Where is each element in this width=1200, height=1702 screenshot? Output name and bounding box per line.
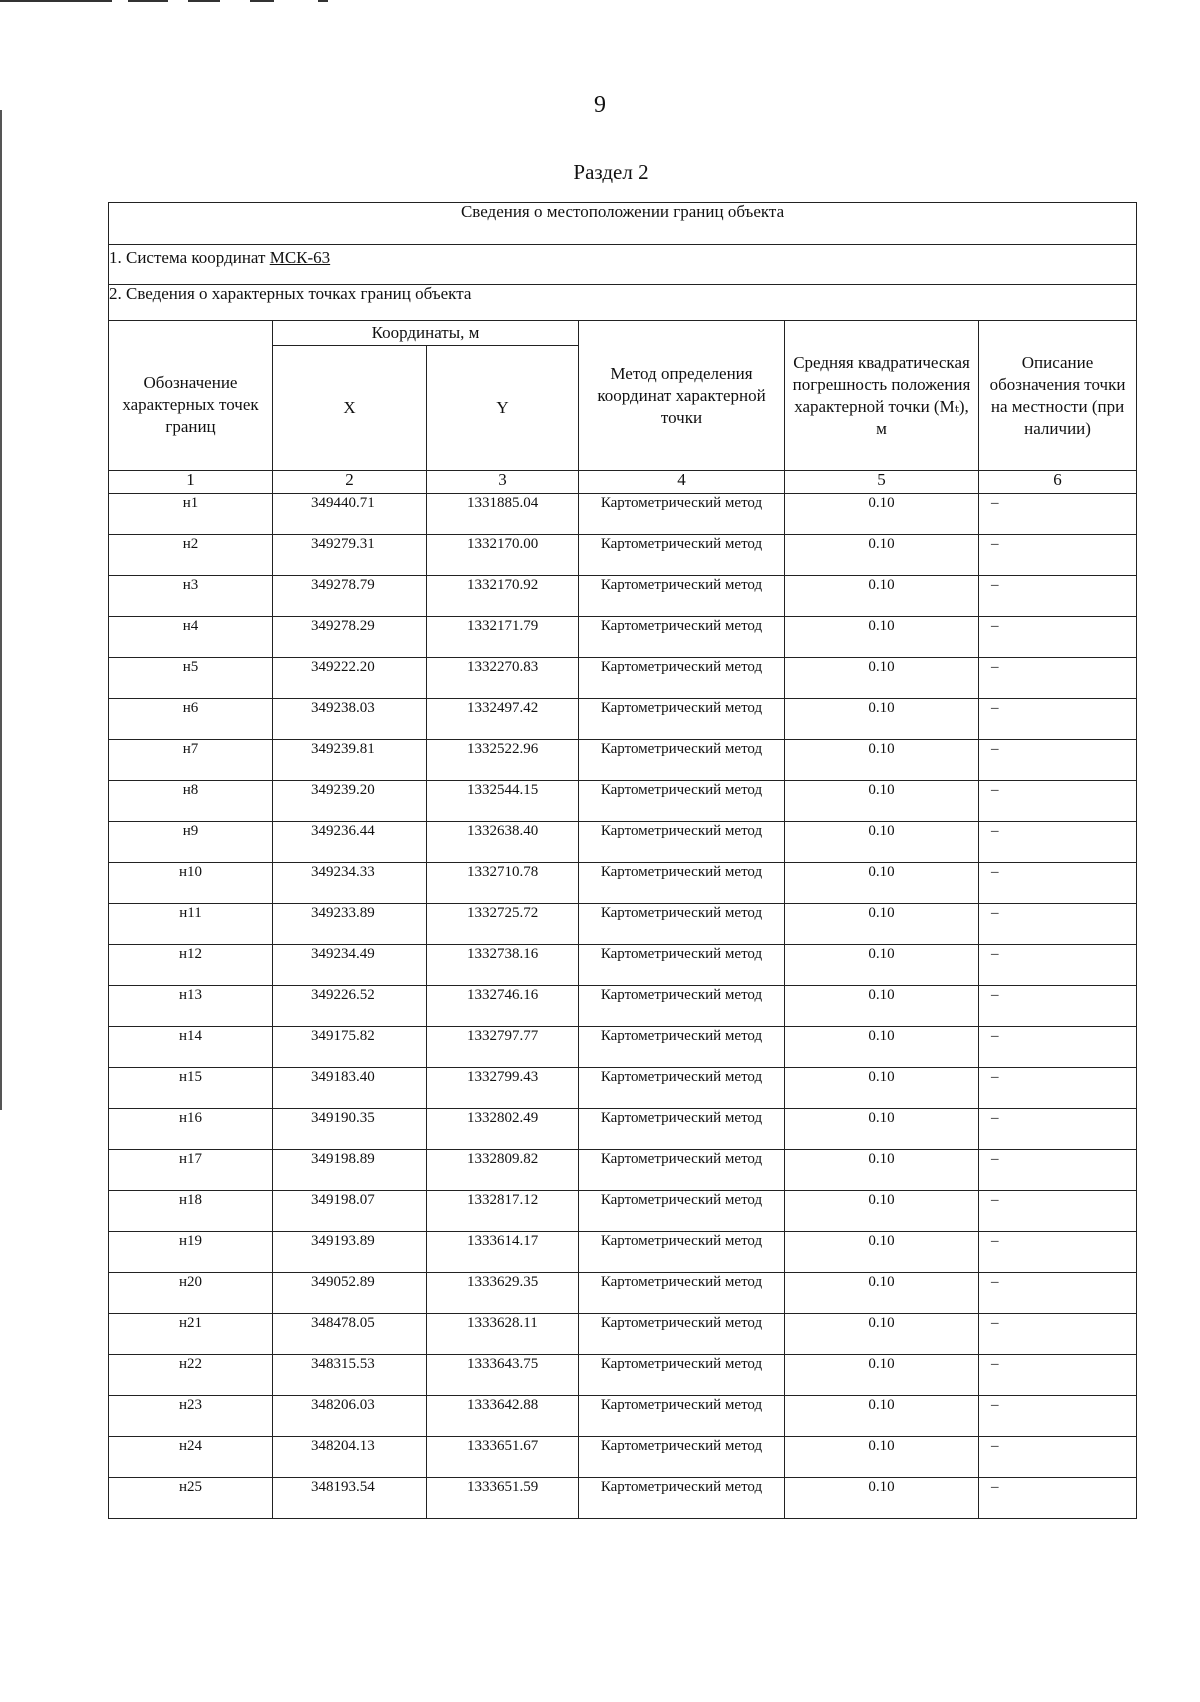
- cell-point: н6: [109, 699, 273, 740]
- cell-description: –: [979, 1191, 1137, 1232]
- table-row: [109, 1396, 1137, 1437]
- cell-error: 0.10: [785, 1355, 979, 1396]
- cell-error: 0.10: [785, 1150, 979, 1191]
- cell-description: –: [979, 494, 1137, 535]
- cell-error: 0.10: [785, 1232, 979, 1273]
- cell-point: н23: [109, 1396, 273, 1437]
- table-row: [109, 1150, 1137, 1191]
- cell-method: Картометрический метод: [579, 1150, 785, 1191]
- cell-method: Картометрический метод: [579, 1191, 785, 1232]
- table-row: [109, 986, 1137, 1027]
- cell-point: н8: [109, 781, 273, 822]
- cell-x: 349238.03: [273, 699, 427, 740]
- cell-point: н17: [109, 1150, 273, 1191]
- cell-description: –: [979, 1478, 1137, 1519]
- cell-error: 0.10: [785, 699, 979, 740]
- cell-error: 0.10: [785, 945, 979, 986]
- cell-method: Картометрический метод: [579, 1027, 785, 1068]
- cell-error: 0.10: [785, 1437, 979, 1478]
- cell-method: Картометрический метод: [579, 822, 785, 863]
- cell-y: 1333651.59: [427, 1478, 579, 1519]
- cell-y: 1332522.96: [427, 740, 579, 781]
- table-row: [109, 1273, 1137, 1314]
- table-row: [109, 1478, 1137, 1519]
- column-number-row: [109, 471, 1137, 494]
- cell-description: –: [979, 535, 1137, 576]
- cell-y: 1332802.49: [427, 1109, 579, 1150]
- cell-y: 1332270.83: [427, 658, 579, 699]
- table-row: [109, 945, 1137, 986]
- column-number: 3: [427, 471, 579, 494]
- cell-y: 1332725.72: [427, 904, 579, 945]
- cell-error: 0.10: [785, 1191, 979, 1232]
- cell-method: Картометрический метод: [579, 863, 785, 904]
- table-row: [109, 1314, 1137, 1355]
- cell-point: н20: [109, 1273, 273, 1314]
- cell-x: 349236.44: [273, 822, 427, 863]
- cell-method: Картометрический метод: [579, 1478, 785, 1519]
- cell-method: Картометрический метод: [579, 1068, 785, 1109]
- cell-method: Картометрический метод: [579, 1437, 785, 1478]
- cell-x: 349198.89: [273, 1150, 427, 1191]
- cell-y: 1332170.00: [427, 535, 579, 576]
- cell-y: 1332638.40: [427, 822, 579, 863]
- cell-y: 1332544.15: [427, 781, 579, 822]
- cell-point: н3: [109, 576, 273, 617]
- cell-x: 349279.31: [273, 535, 427, 576]
- table-row: [109, 781, 1137, 822]
- table-row: [109, 1191, 1137, 1232]
- table-row: [109, 658, 1137, 699]
- column-number: 1: [109, 471, 273, 494]
- cell-y: 1332171.79: [427, 617, 579, 658]
- cell-point: н14: [109, 1027, 273, 1068]
- cell-y: 1333628.11: [427, 1314, 579, 1355]
- cell-description: –: [979, 740, 1137, 781]
- cell-x: 349278.29: [273, 617, 427, 658]
- cell-method: Картометрический метод: [579, 576, 785, 617]
- cell-method: Картометрический метод: [579, 617, 785, 658]
- cell-point: н4: [109, 617, 273, 658]
- boundary-points-table: [108, 202, 1137, 1519]
- cell-error: 0.10: [785, 658, 979, 699]
- cell-description: –: [979, 617, 1137, 658]
- cell-method: Картометрический метод: [579, 658, 785, 699]
- cell-x: 349052.89: [273, 1273, 427, 1314]
- cell-description: –: [979, 1437, 1137, 1478]
- cell-method: Картометрический метод: [579, 1273, 785, 1314]
- cell-description: –: [979, 1027, 1137, 1068]
- cell-description: –: [979, 1109, 1137, 1150]
- cell-y: 1332497.42: [427, 699, 579, 740]
- cell-y: 1333642.88: [427, 1396, 579, 1437]
- column-number: 2: [273, 471, 427, 494]
- cell-method: Картометрический метод: [579, 699, 785, 740]
- points-caption: 2. Сведения о характерных точках границ объекта: [109, 285, 1137, 321]
- cell-error: 0.10: [785, 740, 979, 781]
- cell-y: 1332746.16: [427, 986, 579, 1027]
- cell-x: 349190.35: [273, 1109, 427, 1150]
- cell-error: 0.10: [785, 617, 979, 658]
- cell-description: –: [979, 1068, 1137, 1109]
- page-number: 9: [594, 92, 606, 118]
- table-row: [109, 699, 1137, 740]
- cell-y: 1332799.43: [427, 1068, 579, 1109]
- header-coordinates: Координаты, м: [273, 321, 579, 346]
- cell-y: 1333614.17: [427, 1232, 579, 1273]
- cell-error: 0.10: [785, 1314, 979, 1355]
- cell-error: 0.10: [785, 1396, 979, 1437]
- cell-description: –: [979, 1150, 1137, 1191]
- coordinate-system-value: МСК-63: [269, 248, 331, 267]
- header-method: Метод определения координат характерной точки: [579, 321, 785, 471]
- cell-point: н11: [109, 904, 273, 945]
- cell-point: н10: [109, 863, 273, 904]
- table-row: [109, 1068, 1137, 1109]
- cell-method: Картометрический метод: [579, 904, 785, 945]
- cell-x: 349239.20: [273, 781, 427, 822]
- scan-edge-line: [0, 110, 2, 1110]
- cell-error: 0.10: [785, 1273, 979, 1314]
- cell-x: 348204.13: [273, 1437, 427, 1478]
- cell-description: –: [979, 986, 1137, 1027]
- cell-x: 349175.82: [273, 1027, 427, 1068]
- cell-point: н13: [109, 986, 273, 1027]
- cell-description: –: [979, 1355, 1137, 1396]
- cell-x: 348478.05: [273, 1314, 427, 1355]
- cell-x: 349440.71: [273, 494, 427, 535]
- cell-description: –: [979, 945, 1137, 986]
- cell-error: 0.10: [785, 822, 979, 863]
- table-row: [109, 617, 1137, 658]
- header-designation: Обозначение характерных точек границ: [109, 321, 273, 471]
- cell-y: 1332817.12: [427, 1191, 579, 1232]
- coordinate-system-label: 1. Система координат: [109, 248, 270, 267]
- table-row: [109, 740, 1137, 781]
- cell-x: 349226.52: [273, 986, 427, 1027]
- cell-error: 0.10: [785, 1478, 979, 1519]
- cell-method: Картометрический метод: [579, 945, 785, 986]
- header-x: X: [273, 346, 427, 471]
- cell-point: н7: [109, 740, 273, 781]
- table-banner: Сведения о местоположении границ объекта: [109, 203, 1137, 245]
- cell-x: 349278.79: [273, 576, 427, 617]
- header-y: Y: [427, 346, 579, 471]
- table-row: [109, 1027, 1137, 1068]
- cell-method: Картометрический метод: [579, 535, 785, 576]
- cell-error: 0.10: [785, 904, 979, 945]
- cell-point: н2: [109, 535, 273, 576]
- cell-point: н12: [109, 945, 273, 986]
- cell-x: 348315.53: [273, 1355, 427, 1396]
- cell-point: н22: [109, 1355, 273, 1396]
- cell-y: 1332738.16: [427, 945, 579, 986]
- cell-method: Картометрический метод: [579, 781, 785, 822]
- cell-point: н21: [109, 1314, 273, 1355]
- cell-point: н18: [109, 1191, 273, 1232]
- cell-method: Картометрический метод: [579, 1109, 785, 1150]
- cell-point: н15: [109, 1068, 273, 1109]
- column-number: 4: [579, 471, 785, 494]
- cell-error: 0.10: [785, 1068, 979, 1109]
- table-row: [109, 494, 1137, 535]
- cell-point: н1: [109, 494, 273, 535]
- cell-description: –: [979, 822, 1137, 863]
- table-row: [109, 1109, 1137, 1150]
- cell-method: Картометрический метод: [579, 1396, 785, 1437]
- cell-x: 349183.40: [273, 1068, 427, 1109]
- cell-description: –: [979, 1232, 1137, 1273]
- header-description: Описание обозначения точки на местности (при наличии): [979, 321, 1137, 471]
- cell-x: 349239.81: [273, 740, 427, 781]
- cell-y: 1332809.82: [427, 1150, 579, 1191]
- table-row: [109, 1437, 1137, 1478]
- cell-method: Картометрический метод: [579, 1232, 785, 1273]
- section-title: Раздел 2: [573, 160, 649, 184]
- cell-y: 1332170.92: [427, 576, 579, 617]
- cell-description: –: [979, 863, 1137, 904]
- cell-x: 349193.89: [273, 1232, 427, 1273]
- cell-method: Картометрический метод: [579, 1314, 785, 1355]
- cell-description: –: [979, 1273, 1137, 1314]
- cell-y: 1332797.77: [427, 1027, 579, 1068]
- cell-x: 348193.54: [273, 1478, 427, 1519]
- cell-error: 0.10: [785, 863, 979, 904]
- cell-x: 349222.20: [273, 658, 427, 699]
- column-number: 6: [979, 471, 1137, 494]
- cell-description: –: [979, 576, 1137, 617]
- cell-y: 1333643.75: [427, 1355, 579, 1396]
- cell-error: 0.10: [785, 1109, 979, 1150]
- cell-y: 1331885.04: [427, 494, 579, 535]
- cell-description: –: [979, 1314, 1137, 1355]
- table-row: [109, 1232, 1137, 1273]
- cell-x: 349233.89: [273, 904, 427, 945]
- cell-x: 349234.49: [273, 945, 427, 986]
- cell-error: 0.10: [785, 781, 979, 822]
- table-row: [109, 535, 1137, 576]
- cell-point: н5: [109, 658, 273, 699]
- cell-point: н24: [109, 1437, 273, 1478]
- table-body: [109, 494, 1137, 1519]
- cell-x: 349198.07: [273, 1191, 427, 1232]
- cell-error: 0.10: [785, 494, 979, 535]
- cell-point: н16: [109, 1109, 273, 1150]
- cell-y: 1333629.35: [427, 1273, 579, 1314]
- cell-error: 0.10: [785, 1027, 979, 1068]
- cell-x: 348206.03: [273, 1396, 427, 1437]
- cell-description: –: [979, 1396, 1137, 1437]
- cell-x: 349234.33: [273, 863, 427, 904]
- cell-error: 0.10: [785, 535, 979, 576]
- cell-error: 0.10: [785, 986, 979, 1027]
- cell-point: н19: [109, 1232, 273, 1273]
- cell-y: 1332710.78: [427, 863, 579, 904]
- table-row: [109, 576, 1137, 617]
- cell-method: Картометрический метод: [579, 986, 785, 1027]
- cell-method: Картометрический метод: [579, 494, 785, 535]
- cell-description: –: [979, 658, 1137, 699]
- cell-method: Картометрический метод: [579, 1355, 785, 1396]
- coordinate-system-row: [109, 245, 1137, 285]
- cell-y: 1333651.67: [427, 1437, 579, 1478]
- cell-description: –: [979, 781, 1137, 822]
- table-row: [109, 863, 1137, 904]
- header-error: Средняя квадратическая погрешность положения характерной точки (Mₜ), м: [785, 321, 979, 471]
- cell-point: н9: [109, 822, 273, 863]
- table-row: [109, 904, 1137, 945]
- cell-description: –: [979, 904, 1137, 945]
- table-row: [109, 822, 1137, 863]
- cell-method: Картометрический метод: [579, 740, 785, 781]
- cell-description: –: [979, 699, 1137, 740]
- table-row: [109, 1355, 1137, 1396]
- cell-point: н25: [109, 1478, 273, 1519]
- cell-error: 0.10: [785, 576, 979, 617]
- column-number: 5: [785, 471, 979, 494]
